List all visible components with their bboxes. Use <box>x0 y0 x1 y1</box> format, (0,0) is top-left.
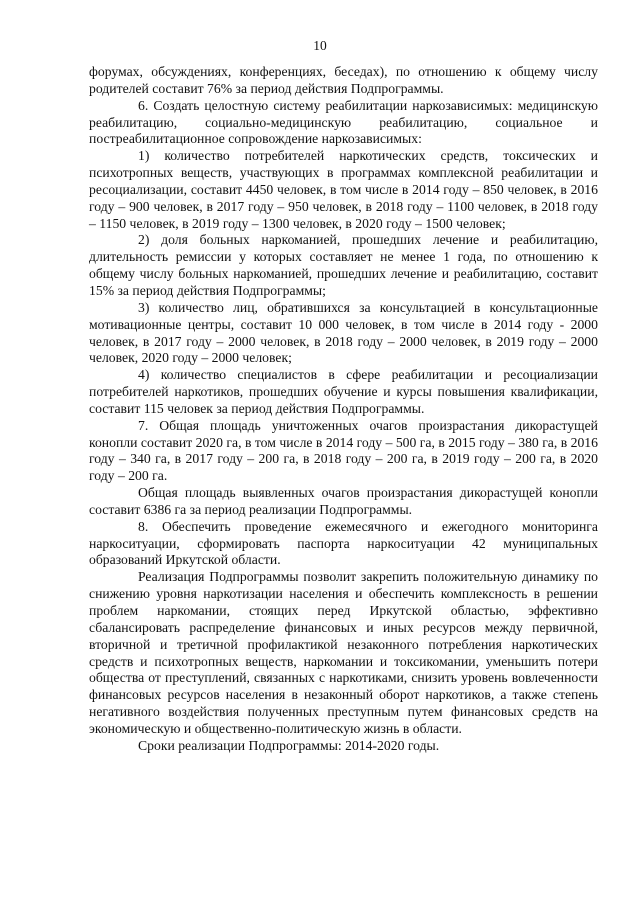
paragraph-subitem-2: 2) доля больных наркоманией, прошедших лечение и реабилитацию, длительность ремиссии у которых составляет не менее 1 года, по отношению к общему числу больных наркоманией, прошедших лечение и реабилитацию, составит 15% за период действия Подпрограммы; <box>89 232 598 298</box>
paragraph-item-8: 8. Обеспечить проведение ежемесячного и ежегодного мониторинга наркоситуации, сформировать паспорта наркоситуации 42 муниципальных образований Иркутской области. <box>89 518 598 568</box>
paragraph-subitem-3: 3) количество лиц, обратившихся за консультацией в консультационные мотивационные центры, составит 10 000 человек, в том числе в 2014 году - 2000 человек, в 2017 году – 2000 человек, в 2018 году – 2000 человек, в 2019 году – 2000 человек, 2020 году – 2000 человек; <box>89 299 598 366</box>
paragraph-total-area: Общая площадь выявленных очагов произрастания дикорастущей конопли составит 6386 га за период реализации Подпрограммы. <box>89 485 598 517</box>
paragraph-item-6: 6. Создать целостную систему реабилитации наркозависимых: медицинскую реабилитацию, социально-медицинскую реабилитацию, социальное и постреабилитационное сопровождение наркозависимых: <box>89 97 598 147</box>
paragraph-timeframe: Сроки реализации Подпрограммы: 2014-2020 годы. <box>138 737 440 753</box>
paragraph-subitem-1: 1) количество потребителей наркотических средств, токсических и психотропных веществ, участвующих в программах комплексной реабилитации и ресоциализации, составит 4450 человек, в том числе в 2014 году – 850 человек, в 2016 году – 900 человек, в 2017 году – 950 человек, в 2018 году – 1100 человек, в 2018 году – 1150 человек, в 2019 году – 1300 человек, в 2020 году – 1500 человек; <box>89 148 598 231</box>
paragraph-subitem-4: 4) количество специалистов в сфере реабилитации и ресоциализации потребителей наркотиков, прошедших обучение и курсы повышения квалификации, составит 115 человек за период действия Подпрограммы. <box>89 367 598 416</box>
page-number: 10 <box>313 38 327 53</box>
paragraph-item-7: 7. Общая площадь уничтоженных очагов произрастания дикорастущей конопли составит 2020 га, в том числе в 2014 году – 500 га, в 2015 году – 380 га, в 2016 году – 340 га, в 2017 году – 200 га, в 2018 году – 200 га, в 2019 году – 200 га, в 2020 году – 200 га. <box>89 417 598 484</box>
paragraph-implementation: Реализация Подпрограммы позволит закрепить положительную динамику по снижению уровня наркотизации населения и обеспечить комплексность в решении проблем наркомании, стоящих перед Иркутской областью, эффективно сбалансировать распределение финансовых и иных ресурсов между первичной, вторичной и третичной профилактикой незаконного потребления наркотических средств и психотропных веществ, наркомании и токсикомании, уменьшить потери общества от преступлений, связанных с наркотиками, снизить уровень вовлеченности финансовых ресурсов населения в незаконный оборот наркотиков, а также степень негативного воздействия полученных преступным путем финансовых средств на экономическую и общественно-политическую жизнь в области. <box>89 569 598 736</box>
document-body <box>89 64 598 755</box>
paragraph-continuation: форумах, обсуждениях, конференциях, беседах), по отношению к общему числу родителей составит 76% за период действия Подпрограммы. <box>89 64 598 96</box>
